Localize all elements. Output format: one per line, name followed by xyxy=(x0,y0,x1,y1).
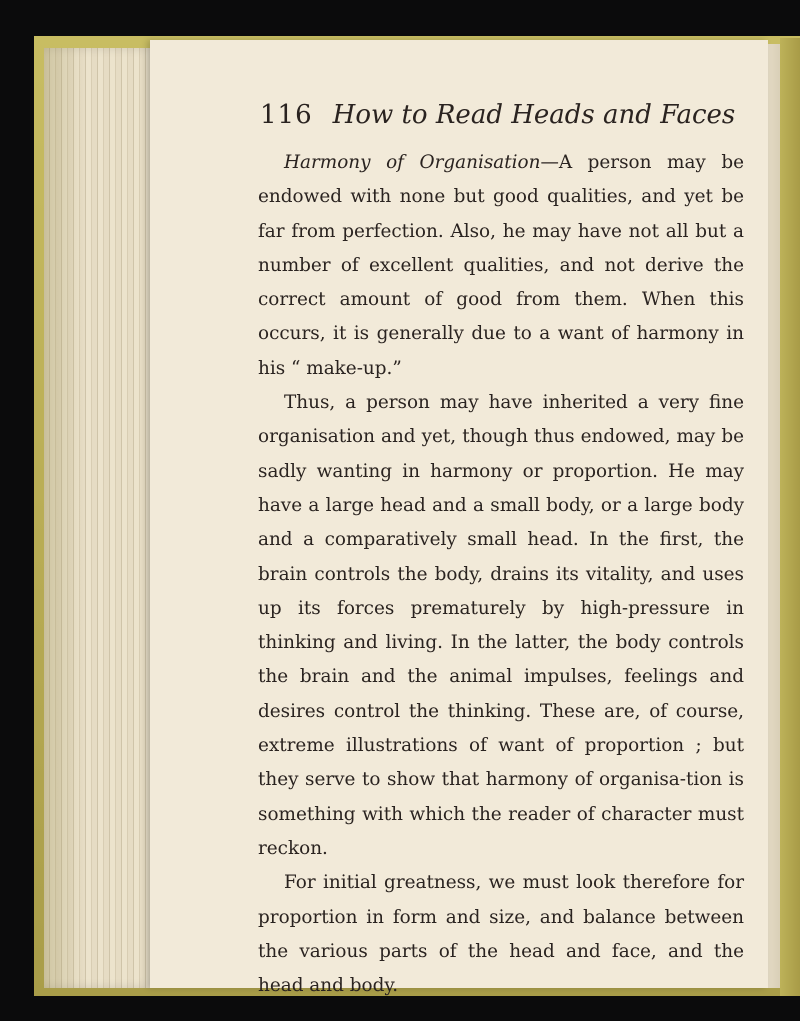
book-page xyxy=(150,40,768,997)
paragraph xyxy=(258,386,744,866)
page-header xyxy=(260,100,750,140)
page-number: 116 xyxy=(260,100,313,130)
paragraph xyxy=(258,146,744,386)
paragraph-lead: Harmony of Organisation xyxy=(284,152,541,173)
page-edges xyxy=(44,48,156,988)
paragraph-text: —A person may be endowed with none but good qualities, and yet be far from perfection. Also, he may have not all but a number of excellent qualities, and not derive the correct amount of good from them. When this occurs, it is generally due to a want of harmony in his “ make-up.” xyxy=(258,152,744,379)
book-cover-edge xyxy=(780,38,800,996)
running-title: How to Read Heads and Faces xyxy=(332,100,736,130)
paragraph-text: Thus, a person may have inherited a very fine organisation and yet, though thus endowed, may be sadly wanting in harmony or proportion. He may have a large head and a small body, or a large body and a comparatively small head. In the first, the brain controls the body, drains its vitality, and uses up its forces prematurely by high-pressure in thinking and living. In the latter, the body controls the brain and the animal impulses, feelings and desires control the thinking. These are, of course, extreme illustrations of want of proportion ; but they serve to show that harmony of organisa-tion is something with which the reader of character must reckon. xyxy=(258,392,744,859)
page-body xyxy=(258,146,744,1003)
paragraph xyxy=(258,866,744,1003)
paragraph-text: For initial greatness, we must look therefore for proportion in form and size, and balance between the various parts of the head and face, and the head and body. xyxy=(258,872,744,997)
